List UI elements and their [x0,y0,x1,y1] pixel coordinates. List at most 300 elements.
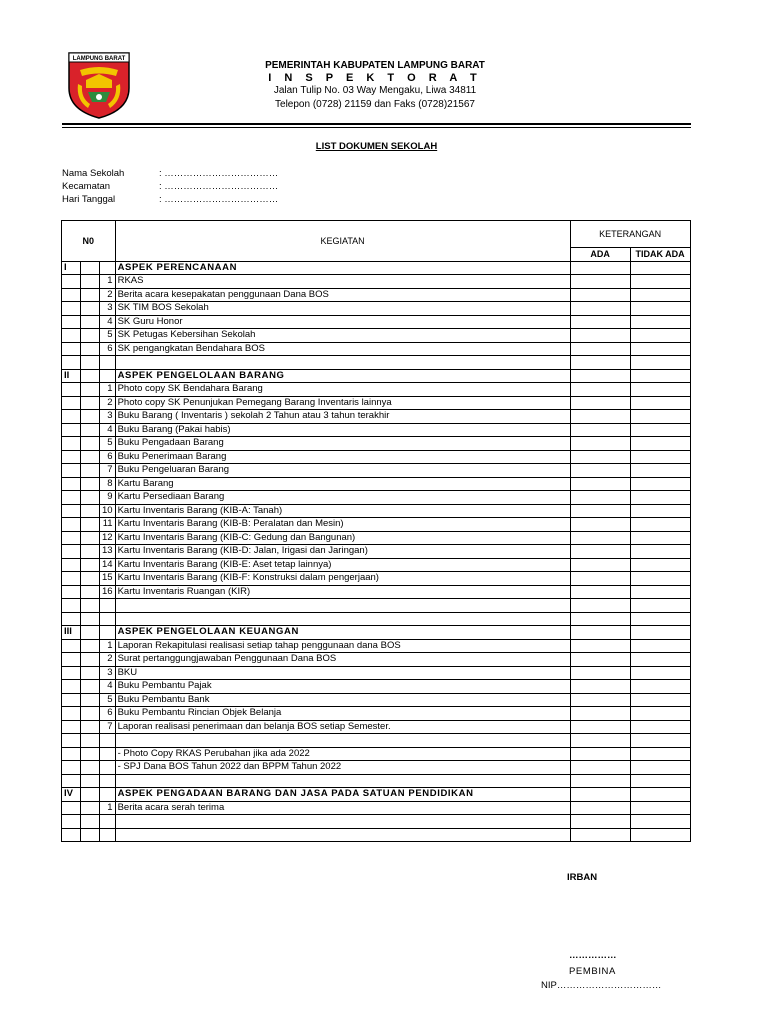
item-number: 5 [100,329,116,343]
nip-field: NIP…………………………… [541,980,662,991]
table-row [62,680,691,694]
col-keterangan-header: KETERANGAN [570,221,690,248]
blank-cell [81,734,100,748]
item-number [100,356,116,370]
item-number: 1 [100,383,116,397]
ada-cell[interactable] [570,747,630,761]
kegiatan-cell: Kartu Barang [115,477,570,491]
item-number [100,261,116,275]
tidak-ada-cell[interactable] [630,774,690,788]
tidak-ada-cell[interactable] [630,369,690,383]
item-number [100,599,116,613]
blank-cell [81,585,100,599]
item-number: 9 [100,491,116,505]
ada-cell[interactable] [570,666,630,680]
kegiatan-cell: - Photo Copy RKAS Perubahan jika ada 2022 [115,747,570,761]
blank-cell [81,788,100,802]
section-number [62,734,81,748]
hari-tanggal-label: Hari Tanggal [62,194,116,205]
kegiatan-cell: SK TIM BOS Sekolah [115,302,570,316]
section-number [62,585,81,599]
ada-cell[interactable] [570,639,630,653]
ada-cell[interactable] [570,302,630,316]
table-row [62,275,691,289]
section-number [62,450,81,464]
table-row [62,801,691,815]
ada-cell[interactable] [570,653,630,667]
kegiatan-cell: Kartu Inventaris Barang (KIB-E: Aset tetap lainnya) [115,558,570,572]
kegiatan-cell [115,828,570,842]
item-number: 2 [100,653,116,667]
ada-cell[interactable] [570,531,630,545]
blank-cell [81,666,100,680]
item-number: 6 [100,450,116,464]
ada-cell[interactable] [570,356,630,370]
col-no-header: N0 [62,221,116,262]
kegiatan-cell: Laporan Rekapitulasi realisasi setiap tahap penggunaan dana BOS [115,639,570,653]
blank-cell [81,383,100,397]
table-row [62,288,691,302]
table-row [62,693,691,707]
section-number: I [62,261,81,275]
tidak-ada-cell[interactable] [630,302,690,316]
item-number [100,774,116,788]
section-number [62,815,81,829]
tidak-ada-cell[interactable] [630,707,690,721]
table-row [62,761,691,775]
ada-cell[interactable] [570,261,630,275]
hari-tanggal-value: : ……………………………… [159,194,279,205]
ada-cell[interactable] [570,585,630,599]
ada-cell[interactable] [570,410,630,424]
item-number: 1 [100,275,116,289]
ada-cell[interactable] [570,423,630,437]
item-number: 6 [100,707,116,721]
ada-cell[interactable] [570,612,630,626]
blank-cell [81,828,100,842]
ada-cell[interactable] [570,801,630,815]
blank-cell [81,680,100,694]
kegiatan-cell: Buku Pembantu Bank [115,693,570,707]
kecamatan-label: Kecamatan [62,181,111,192]
kegiatan-cell: Surat pertanggungjawaban Penggunaan Dana BOS [115,653,570,667]
tidak-ada-cell[interactable] [630,315,690,329]
section-number [62,747,81,761]
ada-cell[interactable] [570,477,630,491]
tidak-ada-cell[interactable] [630,828,690,842]
section-number [62,680,81,694]
ada-cell[interactable] [570,774,630,788]
blank-cell [81,572,100,586]
svg-text:LAMPUNG BARAT: LAMPUNG BARAT [72,56,126,62]
section-number [62,558,81,572]
item-number [100,788,116,802]
ada-cell[interactable] [570,572,630,586]
ada-cell[interactable] [570,788,630,802]
tidak-ada-cell[interactable] [630,450,690,464]
item-number: 6 [100,342,116,356]
table-row [62,666,691,680]
blank-cell [81,693,100,707]
ada-cell[interactable] [570,734,630,748]
kegiatan-cell: ASPEK PERENCANAAN [115,261,570,275]
table-row [62,734,691,748]
table-row [62,396,691,410]
tidak-ada-cell[interactable] [630,626,690,640]
table-row [62,356,691,370]
section-number [62,612,81,626]
tidak-ada-cell[interactable] [630,383,690,397]
blank-cell [81,518,100,532]
ada-cell[interactable] [570,828,630,842]
section-number [62,477,81,491]
blank-cell [81,761,100,775]
item-number: 1 [100,801,116,815]
tidak-ada-cell[interactable] [630,342,690,356]
table-row [62,585,691,599]
tidak-ada-cell[interactable] [630,410,690,424]
table-header-row [62,221,691,248]
kegiatan-cell: ASPEK PENGELOLAAN BARANG [115,369,570,383]
table-row [62,599,691,613]
tidak-ada-cell[interactable] [630,788,690,802]
blank-cell [81,450,100,464]
table-row [62,491,691,505]
section-number [62,275,81,289]
table-row [62,774,691,788]
table-row [62,383,691,397]
tidak-ada-cell[interactable] [630,599,690,613]
blank-cell [81,639,100,653]
ada-cell[interactable] [570,450,630,464]
table-row [62,437,691,451]
section-number: III [62,626,81,640]
table-row [62,828,691,842]
document-title: LIST DOKUMEN SEKOLAH [315,141,438,152]
tidak-ada-cell[interactable] [630,815,690,829]
ada-cell[interactable] [570,680,630,694]
item-number: 3 [100,302,116,316]
kegiatan-cell: Buku Barang (Pakai habis) [115,423,570,437]
section-number [62,329,81,343]
tidak-ada-cell[interactable] [630,585,690,599]
kegiatan-cell: Buku Pengeluaran Barang [115,464,570,478]
table-row [62,302,691,316]
nama-sekolah-label: Nama Sekolah [62,168,125,179]
ada-cell[interactable] [570,396,630,410]
blank-cell [81,720,100,734]
item-number: 16 [100,585,116,599]
section-number [62,410,81,424]
blank-cell [81,437,100,451]
ada-cell[interactable] [570,720,630,734]
ada-cell[interactable] [570,693,630,707]
tidak-ada-cell[interactable] [630,356,690,370]
table-row [62,329,691,343]
ada-cell[interactable] [570,518,630,532]
tidak-ada-cell[interactable] [630,653,690,667]
signatory-name-placeholder: …………… [569,950,617,961]
section-row [62,788,691,802]
ada-cell[interactable] [570,545,630,559]
pembina-rank: PEMBINA [569,966,616,977]
tidak-ada-cell[interactable] [630,518,690,532]
table-row [62,545,691,559]
blank-cell [81,302,100,316]
blank-cell [81,369,100,383]
blank-cell [81,491,100,505]
item-number [100,815,116,829]
header-government: PEMERINTAH KABUPATEN LAMPUNG BARAT [265,60,485,71]
tidak-ada-cell[interactable] [630,666,690,680]
table-row [62,707,691,721]
tidak-ada-cell[interactable] [630,504,690,518]
item-number: 5 [100,693,116,707]
irban-label: IRBAN [567,872,598,883]
tidak-ada-cell[interactable] [630,761,690,775]
tidak-ada-cell[interactable] [630,639,690,653]
tidak-ada-cell[interactable] [630,734,690,748]
kegiatan-cell: Kartu Inventaris Barang (KIB-F: Konstruksi dalam pengerjaan) [115,572,570,586]
ada-cell[interactable] [570,761,630,775]
kegiatan-cell: Kartu Persediaan Barang [115,491,570,505]
item-number [100,626,116,640]
section-number [62,761,81,775]
section-number [62,491,81,505]
section-number [62,707,81,721]
item-number: 3 [100,410,116,424]
section-number [62,423,81,437]
blank-cell [81,396,100,410]
header-divider-thick [62,123,691,125]
section-number [62,342,81,356]
table-row [62,815,691,829]
table-row [62,504,691,518]
item-number: 4 [100,680,116,694]
item-number [100,828,116,842]
kegiatan-cell: Kartu Inventaris Barang (KIB-A: Tanah) [115,504,570,518]
item-number: 13 [100,545,116,559]
table-row [62,518,691,532]
tidak-ada-cell[interactable] [630,545,690,559]
section-number [62,302,81,316]
blank-cell [81,410,100,424]
kegiatan-cell: Buku Penerimaan Barang [115,450,570,464]
section-number [62,572,81,586]
item-number: 7 [100,464,116,478]
ada-cell[interactable] [570,288,630,302]
ada-cell[interactable] [570,815,630,829]
section-row [62,626,691,640]
tidak-ada-cell[interactable] [630,477,690,491]
kegiatan-cell: SK Petugas Kebersihan Sekolah [115,329,570,343]
ada-cell[interactable] [570,626,630,640]
tidak-ada-cell[interactable] [630,680,690,694]
section-number [62,531,81,545]
kegiatan-cell: ASPEK PENGADAAN BARANG DAN JASA PADA SATUAN PENDIDIKAN [115,788,570,802]
tidak-ada-cell[interactable] [630,275,690,289]
item-number: 8 [100,477,116,491]
document-checklist-table [61,220,691,842]
tidak-ada-cell[interactable] [630,558,690,572]
blank-cell [81,342,100,356]
item-number: 7 [100,720,116,734]
ada-cell[interactable] [570,369,630,383]
blank-cell [81,423,100,437]
kecamatan-value: : ……………………………… [159,181,279,192]
item-number: 10 [100,504,116,518]
blank-cell [81,356,100,370]
section-number [62,720,81,734]
blank-cell [81,599,100,613]
tidak-ada-cell[interactable] [630,693,690,707]
header-phone: Telepon (0728) 21159 dan Faks (0728)21567 [275,99,475,110]
tidak-ada-cell[interactable] [630,464,690,478]
kegiatan-cell: Berita acara serah terima [115,801,570,815]
tidak-ada-cell[interactable] [630,720,690,734]
ada-cell[interactable] [570,383,630,397]
tidak-ada-cell[interactable] [630,261,690,275]
ada-cell[interactable] [570,707,630,721]
blank-cell [81,626,100,640]
section-number [62,464,81,478]
kegiatan-cell [115,599,570,613]
section-number [62,653,81,667]
ada-cell[interactable] [570,464,630,478]
blank-cell [81,288,100,302]
item-number: 4 [100,423,116,437]
ada-cell[interactable] [570,599,630,613]
kegiatan-cell [115,734,570,748]
ada-cell[interactable] [570,329,630,343]
blank-cell [81,545,100,559]
kegiatan-cell: Kartu Inventaris Ruangan (KIR) [115,585,570,599]
ada-cell[interactable] [570,275,630,289]
ada-cell[interactable] [570,342,630,356]
section-number [62,828,81,842]
table-row [62,531,691,545]
table-row [62,747,691,761]
blank-cell [81,774,100,788]
item-number [100,369,116,383]
blank-cell [81,653,100,667]
header-inspektorat: I N S P E K T O R A T [268,72,482,84]
table-row [62,720,691,734]
tidak-ada-cell[interactable] [630,288,690,302]
section-number [62,315,81,329]
item-number: 3 [100,666,116,680]
item-number: 2 [100,396,116,410]
tidak-ada-cell[interactable] [630,396,690,410]
section-number [62,396,81,410]
kegiatan-cell: Photo copy SK Penunjukan Pemegang Barang Inventaris lainnya [115,396,570,410]
tidak-ada-cell[interactable] [630,572,690,586]
kegiatan-cell: Kartu Inventaris Barang (KIB-B: Peralatan dan Mesin) [115,518,570,532]
item-number: 4 [100,315,116,329]
section-row [62,261,691,275]
item-number: 14 [100,558,116,572]
kegiatan-cell: BKU [115,666,570,680]
tidak-ada-cell[interactable] [630,801,690,815]
section-number [62,693,81,707]
kegiatan-cell: SK pengangkatan Bendahara BOS [115,342,570,356]
section-number [62,545,81,559]
tidak-ada-cell[interactable] [630,329,690,343]
blank-cell [81,558,100,572]
blank-cell [81,275,100,289]
blank-cell [81,329,100,343]
ada-cell[interactable] [570,504,630,518]
item-number [100,761,116,775]
tidak-ada-cell[interactable] [630,437,690,451]
item-number: 11 [100,518,116,532]
blank-cell [81,531,100,545]
kegiatan-cell: Laporan realisasi penerimaan dan belanja BOS setiap Semester. [115,720,570,734]
item-number: 1 [100,639,116,653]
kegiatan-cell [115,356,570,370]
kegiatan-cell: Berita acara kesepakatan penggunaan Dana BOS [115,288,570,302]
kegiatan-cell [115,815,570,829]
table-row [62,315,691,329]
blank-cell [81,477,100,491]
kegiatan-cell: Buku Pembantu Rincian Objek Belanja [115,707,570,721]
blank-cell [81,315,100,329]
nama-sekolah-value: : ……………………………… [159,168,279,179]
tidak-ada-cell[interactable] [630,491,690,505]
tidak-ada-cell[interactable] [630,747,690,761]
section-number [62,504,81,518]
blank-cell [81,815,100,829]
table-row [62,572,691,586]
ada-cell[interactable] [570,558,630,572]
section-number [62,356,81,370]
table-row [62,477,691,491]
item-number [100,734,116,748]
table-row [62,342,691,356]
ada-cell[interactable] [570,437,630,451]
item-number [100,747,116,761]
kegiatan-cell: Buku Pengadaan Barang [115,437,570,451]
kegiatan-cell: Kartu Inventaris Barang (KIB-D: Jalan, Irigasi dan Jaringan) [115,545,570,559]
section-number [62,599,81,613]
tidak-ada-cell[interactable] [630,423,690,437]
item-number: 12 [100,531,116,545]
col-ada-header: ADA [570,248,630,262]
lampung-barat-logo [66,50,132,120]
section-number [62,666,81,680]
blank-cell [81,504,100,518]
ada-cell[interactable] [570,491,630,505]
tidak-ada-cell[interactable] [630,612,690,626]
section-number [62,437,81,451]
section-number [62,288,81,302]
table-row [62,410,691,424]
ada-cell[interactable] [570,315,630,329]
blank-cell [81,261,100,275]
blank-cell [81,464,100,478]
table-row [62,464,691,478]
table-row [62,558,691,572]
section-number [62,518,81,532]
kegiatan-cell [115,612,570,626]
item-number [100,612,116,626]
kegiatan-cell: Kartu Inventaris Barang (KIB-C: Gedung dan Bangunan) [115,531,570,545]
tidak-ada-cell[interactable] [630,531,690,545]
section-number: II [62,369,81,383]
table-row [62,423,691,437]
header-address: Jalan Tulip No. 03 Way Mengaku, Liwa 34811 [273,85,477,96]
item-number: 15 [100,572,116,586]
